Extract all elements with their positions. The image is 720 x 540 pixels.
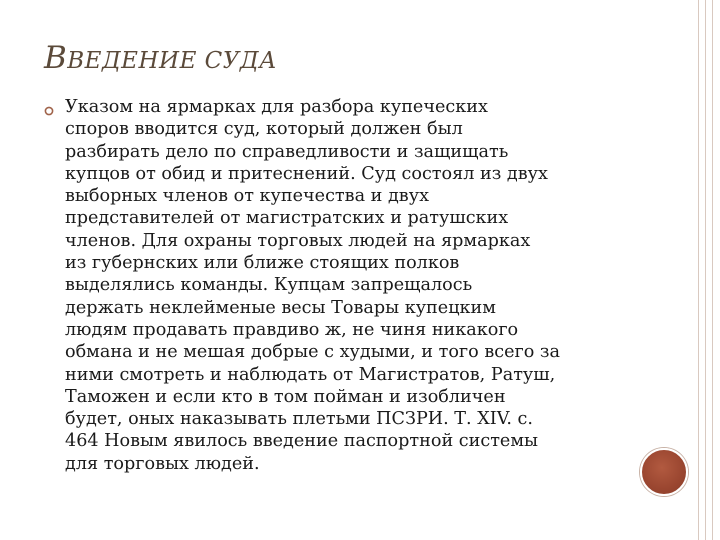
body-text: Указом на ярмарках для разбора купеческих споров вводится суд, который должен был разбирать дело по справедливости и защищать купцов от обид и притеснений. Суд состоял из двух выборных членов от купечества и двух представителей от магистратских и ратушских членов. Для охраны торговых людей на ярмарках из губернских или ближе стоящих полков выделялись команды. Купцам запрещалось держать неклейменые весы Товары купецким людям продавать правдиво ж, не чиня никакого обмана и не мешая добрые с худыми, и того всего за ними смотреть и наблюдать от Магистратов, Ратуш, Таможен и если кто в том пойман и изобличен будет, оных наказывать плетьми ПСЗРИ. Т. XIV. с. 464 Новым явилось введение паспортной системы для торговых людей. [65,97,560,474]
title-first-letter: В [44,40,68,76]
frame-line-middle [705,0,706,540]
title-rest: ВЕДЕНИЕ СУДА [67,48,278,74]
slide-title [44,40,277,76]
ring-bullet-icon [44,101,54,111]
frame-line-left [698,0,699,540]
frame-line-right [712,0,713,540]
decorative-circle [640,448,688,496]
